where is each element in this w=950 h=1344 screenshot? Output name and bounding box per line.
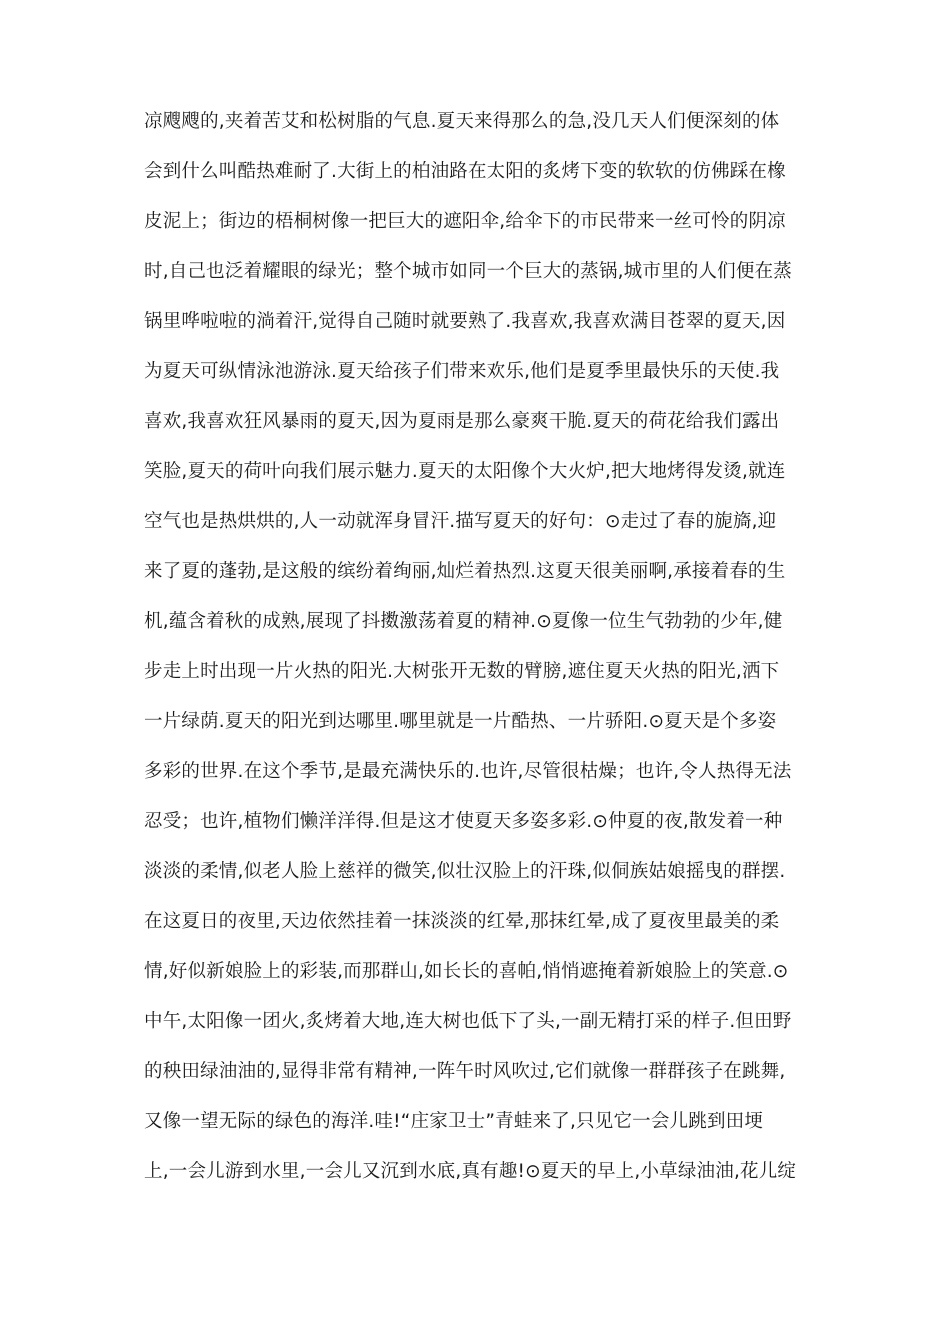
body-text	[144, 103, 814, 1203]
text-line: 情,好似新娘脸上的彩装,而那群山,如长长的喜帕,悄悄遮掩着新娘脸上的笑意.⊙	[144, 961, 789, 982]
text-line: 锅里哗啦啦的淌着汗,觉得自己随时就要熟了.我喜欢,我喜欢满目苍翠的夏天,因	[144, 311, 786, 332]
text-line: 忍受；也许,植物们懒洋洋得.但是这才使夏天多姿多彩.⊙仲夏的夜,散发着一种	[144, 811, 783, 832]
text-line: 来了夏的蓬勃,是这般的缤纷着绚丽,灿烂着热烈.这夏天很美丽啊,承接着春的生	[144, 561, 786, 582]
text-line: 的秧田绿油油的,显得非常有精神,一阵午时风吹过,它们就像一群群孩子在跳舞,	[144, 1061, 786, 1082]
text-line: 步走上时出现一片火热的阳光.大树张开无数的臂膀,遮住夏天火热的阳光,洒下	[144, 661, 780, 682]
text-line: 一片绿荫.夏天的阳光到达哪里.哪里就是一片酷热、一片骄阳.⊙夏天是个多姿	[144, 711, 777, 732]
text-line: 又像一望无际的绿色的海洋.哇!“庄家卫士”青蛙来了,只见它一会儿跳到田埂	[144, 1111, 764, 1132]
text-line: 淡淡的柔情,似老人脸上慈祥的微笑,似壮汉脸上的汗珠,似侗族姑娘摇曳的群摆.	[144, 861, 786, 882]
text-line: 皮泥上；街边的梧桐树像一把巨大的遮阳伞,给伞下的市民带来一丝可怜的阴凉	[144, 211, 786, 232]
text-line: 中午,太阳像一团火,炙烤着大地,连大树也低下了头,一副无精打采的样子.但田野	[144, 1011, 792, 1032]
text-line: 为夏天可纵情泳池游泳.夏天给孩子们带来欢乐,他们是夏季里最快乐的天使.我	[144, 361, 780, 382]
text-line: 上,一会儿游到水里,一会儿又沉到水底,真有趣!⊙夏天的早上,小草绿油油,花儿绽	[144, 1161, 797, 1182]
text-line: 凉飕飕的,夹着苦艾和松树脂的气息.夏天来得那么的急,没几天人们便深刻的体	[144, 111, 780, 132]
text-line: 会到什么叫酷热难耐了.大街上的柏油路在太阳的炙烤下变的软软的仿佛踩在橡	[144, 161, 786, 182]
text-line: 空气也是热烘烘的,人一动就浑身冒汗.描写夏天的好句：⊙走过了春的旎旖,迎	[144, 511, 777, 532]
text-line: 喜欢,我喜欢狂风暴雨的夏天,因为夏雨是那么豪爽干脆.夏天的荷花给我们露出	[144, 411, 780, 432]
text-line: 机,蕴含着秋的成熟,展现了抖擞激荡着夏的精神.⊙夏像一位生气勃勃的少年,健	[144, 611, 783, 632]
text-line: 在这夏日的夜里,天边依然挂着一抹淡淡的红晕,那抹红晕,成了夏夜里最美的柔	[144, 911, 780, 932]
text-line: 时,自己也泛着耀眼的绿光；整个城市如同一个巨大的蒸锅,城市里的人们便在蒸	[144, 261, 792, 282]
text-line: 笑脸,夏天的荷叶向我们展示魅力.夏天的太阳像个大火炉,把大地烤得发烫,就连	[144, 461, 786, 482]
text-line: 多彩的世界.在这个季节,是最充满快乐的.也许,尽管很枯燥；也许,令人热得无法	[144, 761, 792, 782]
